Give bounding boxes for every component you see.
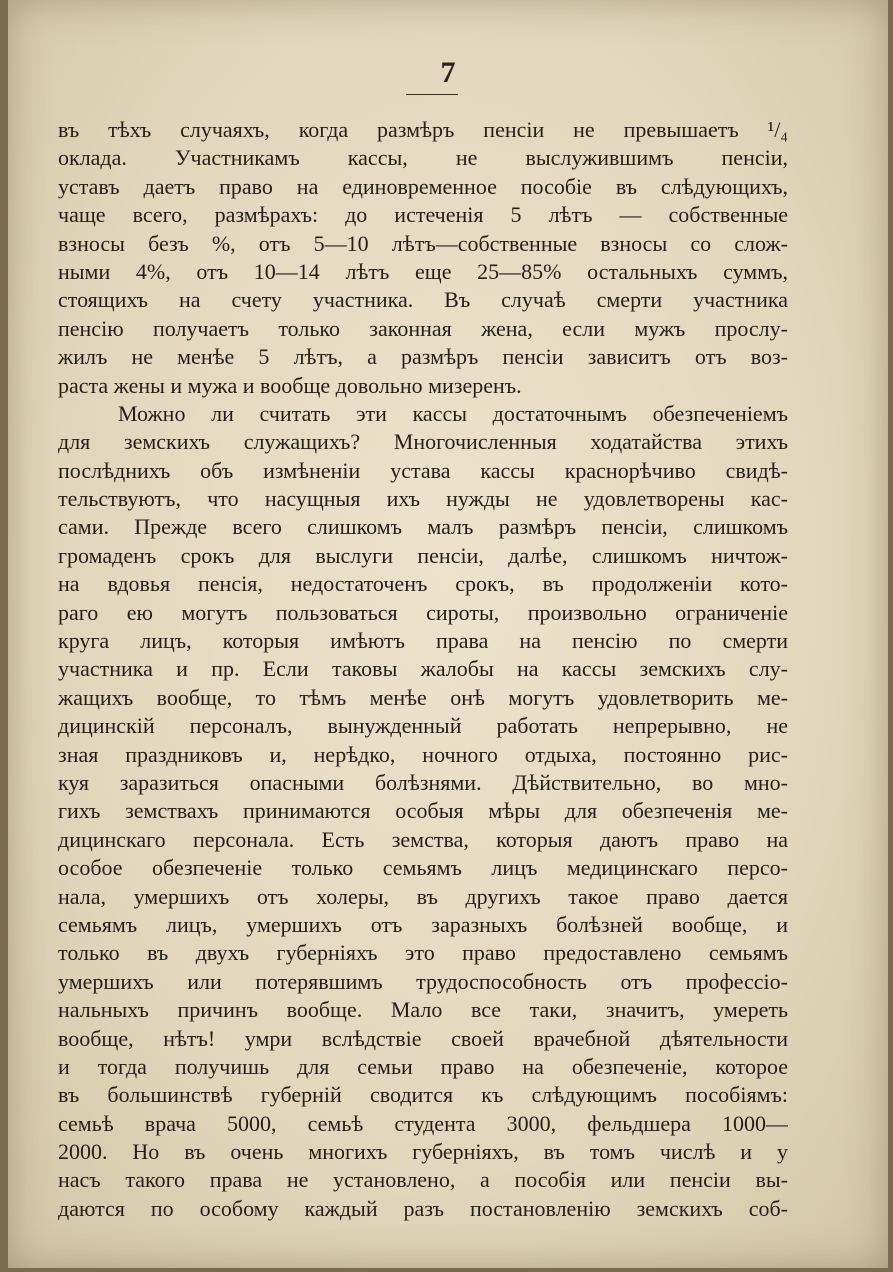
text-line: въ тѣхъ случаяхъ, когда размѣръ пенсіи не превышаетъ ¹/₄: [58, 117, 788, 142]
text-line: только въ двухъ губерніяхъ это право предоставлено семьямъ: [58, 940, 788, 966]
text-line: для земскихъ служащихъ? Многочисленныя ходатайства этихъ: [58, 429, 788, 455]
text-line: нальныхъ причинъ вообще. Мало все таки, значитъ, умереть: [58, 997, 788, 1023]
body-text: [58, 116, 788, 1223]
text-line: взносы безъ %, отъ 5—10 лѣтъ—собственные взносы со слож-: [58, 230, 788, 256]
text-line: дицинскаго персонала. Есть земства, которыя даютъ право на: [58, 826, 788, 852]
text-line: тельствуютъ, что насущныя ихъ нужды не удовлетворены кас-: [58, 486, 788, 512]
page-number-rule: [406, 94, 458, 95]
text-line: умершихъ или потерявшимъ трудоспособность отъ профессіо-: [58, 968, 788, 994]
text-line: и тогда получишь для семьи право на обезпеченіе, которое: [58, 1053, 788, 1079]
text-line: громаденъ срокъ для выслуги пенсіи, далѣе, слишкомъ ничтож-: [58, 542, 788, 568]
text-line: куя заразиться опасными болѣзнями. Дѣйствительно, во мно-: [58, 769, 788, 795]
page-number: 7: [440, 56, 456, 89]
text-line-paragraph-end: раста жены и мужа и вообще довольно мизеренъ.: [58, 372, 522, 398]
text-line: семьѣ врача 5000, семьѣ студента 3000, фельдшера 1000—: [58, 1110, 788, 1136]
text-line: семьямъ лицъ, умершихъ отъ заразныхъ болѣзней вообще, и: [58, 911, 788, 937]
text-line: зная праздниковъ и, нерѣдко, ночного отдыха, постоянно рис-: [58, 741, 788, 767]
book-page: [8, 0, 888, 1268]
text-line: даются по особому каждый разъ постановленію земскихъ соб-: [58, 1195, 788, 1221]
text-line: 2000. Но въ очень многихъ губерніяхъ, въ томъ числѣ и у: [58, 1139, 788, 1165]
text-line: жащихъ вообще, то тѣмъ менѣе онѣ могутъ удовлетворить ме-: [58, 684, 788, 710]
text-line: сами. Прежде всего слишкомъ малъ размѣръ пенсіи, слишкомъ: [58, 514, 788, 540]
text-line-paragraph-start: Можно ли считать эти кассы достаточнымъ обезпеченіемъ: [118, 400, 788, 426]
text-line: жилъ не менѣе 5 лѣтъ, а размѣръ пенсіи зависитъ отъ воз-: [58, 344, 788, 370]
text-line: уставъ даетъ право на единовременное пособіе въ слѣдующихъ,: [58, 173, 788, 199]
text-line: на вдовья пенсія, недостаточенъ срокъ, въ продолженіи кото-: [58, 571, 788, 597]
text-line: ными 4%, отъ 10—14 лѣтъ еще 25—85% остальныхъ суммъ,: [58, 258, 788, 284]
text-line: участника и пр. Если таковы жалобы на кассы земскихъ слу-: [58, 656, 788, 682]
text-line: оклада. Участникамъ кассы, не выслужившимъ пенсіи,: [58, 145, 788, 171]
text-line: гихъ земствахъ принимаются особыя мѣры для обезпеченія ме-: [58, 798, 788, 824]
text-line: вообще, нѣтъ! умри вслѣдствіе своей врачебной дѣятельности: [58, 1025, 788, 1051]
text-line: нала, умершихъ отъ холеры, въ другихъ такое право дается: [58, 883, 788, 909]
text-line: чаще всего, размѣрахъ: до истеченія 5 лѣтъ — собственные: [58, 202, 788, 228]
text-line: особое обезпеченіе только семьямъ лицъ медицинскаго персо-: [58, 855, 788, 881]
text-line: насъ такого права не установлено, а пособія или пенсіи вы-: [58, 1167, 788, 1193]
text-line: послѣднихъ объ измѣненіи устава кассы краснорѣчиво свидѣ-: [58, 457, 788, 483]
text-line: пенсію получаетъ только законная жена, если мужъ прослу-: [58, 315, 788, 341]
text-line: раго ею могутъ пользоваться сироты, произвольно ограниченіе: [58, 599, 788, 625]
text-line: дицинскій персоналъ, вынужденный работать непрерывно, не: [58, 713, 788, 739]
text-line: круга лицъ, которыя имѣютъ права на пенсію по смерти: [58, 628, 788, 654]
text-line: въ большинствѣ губерній сводится къ слѣдующимъ пособіямъ:: [58, 1082, 788, 1108]
text-line: стоящихъ на счету участника. Въ случаѣ смерти участника: [58, 287, 788, 313]
